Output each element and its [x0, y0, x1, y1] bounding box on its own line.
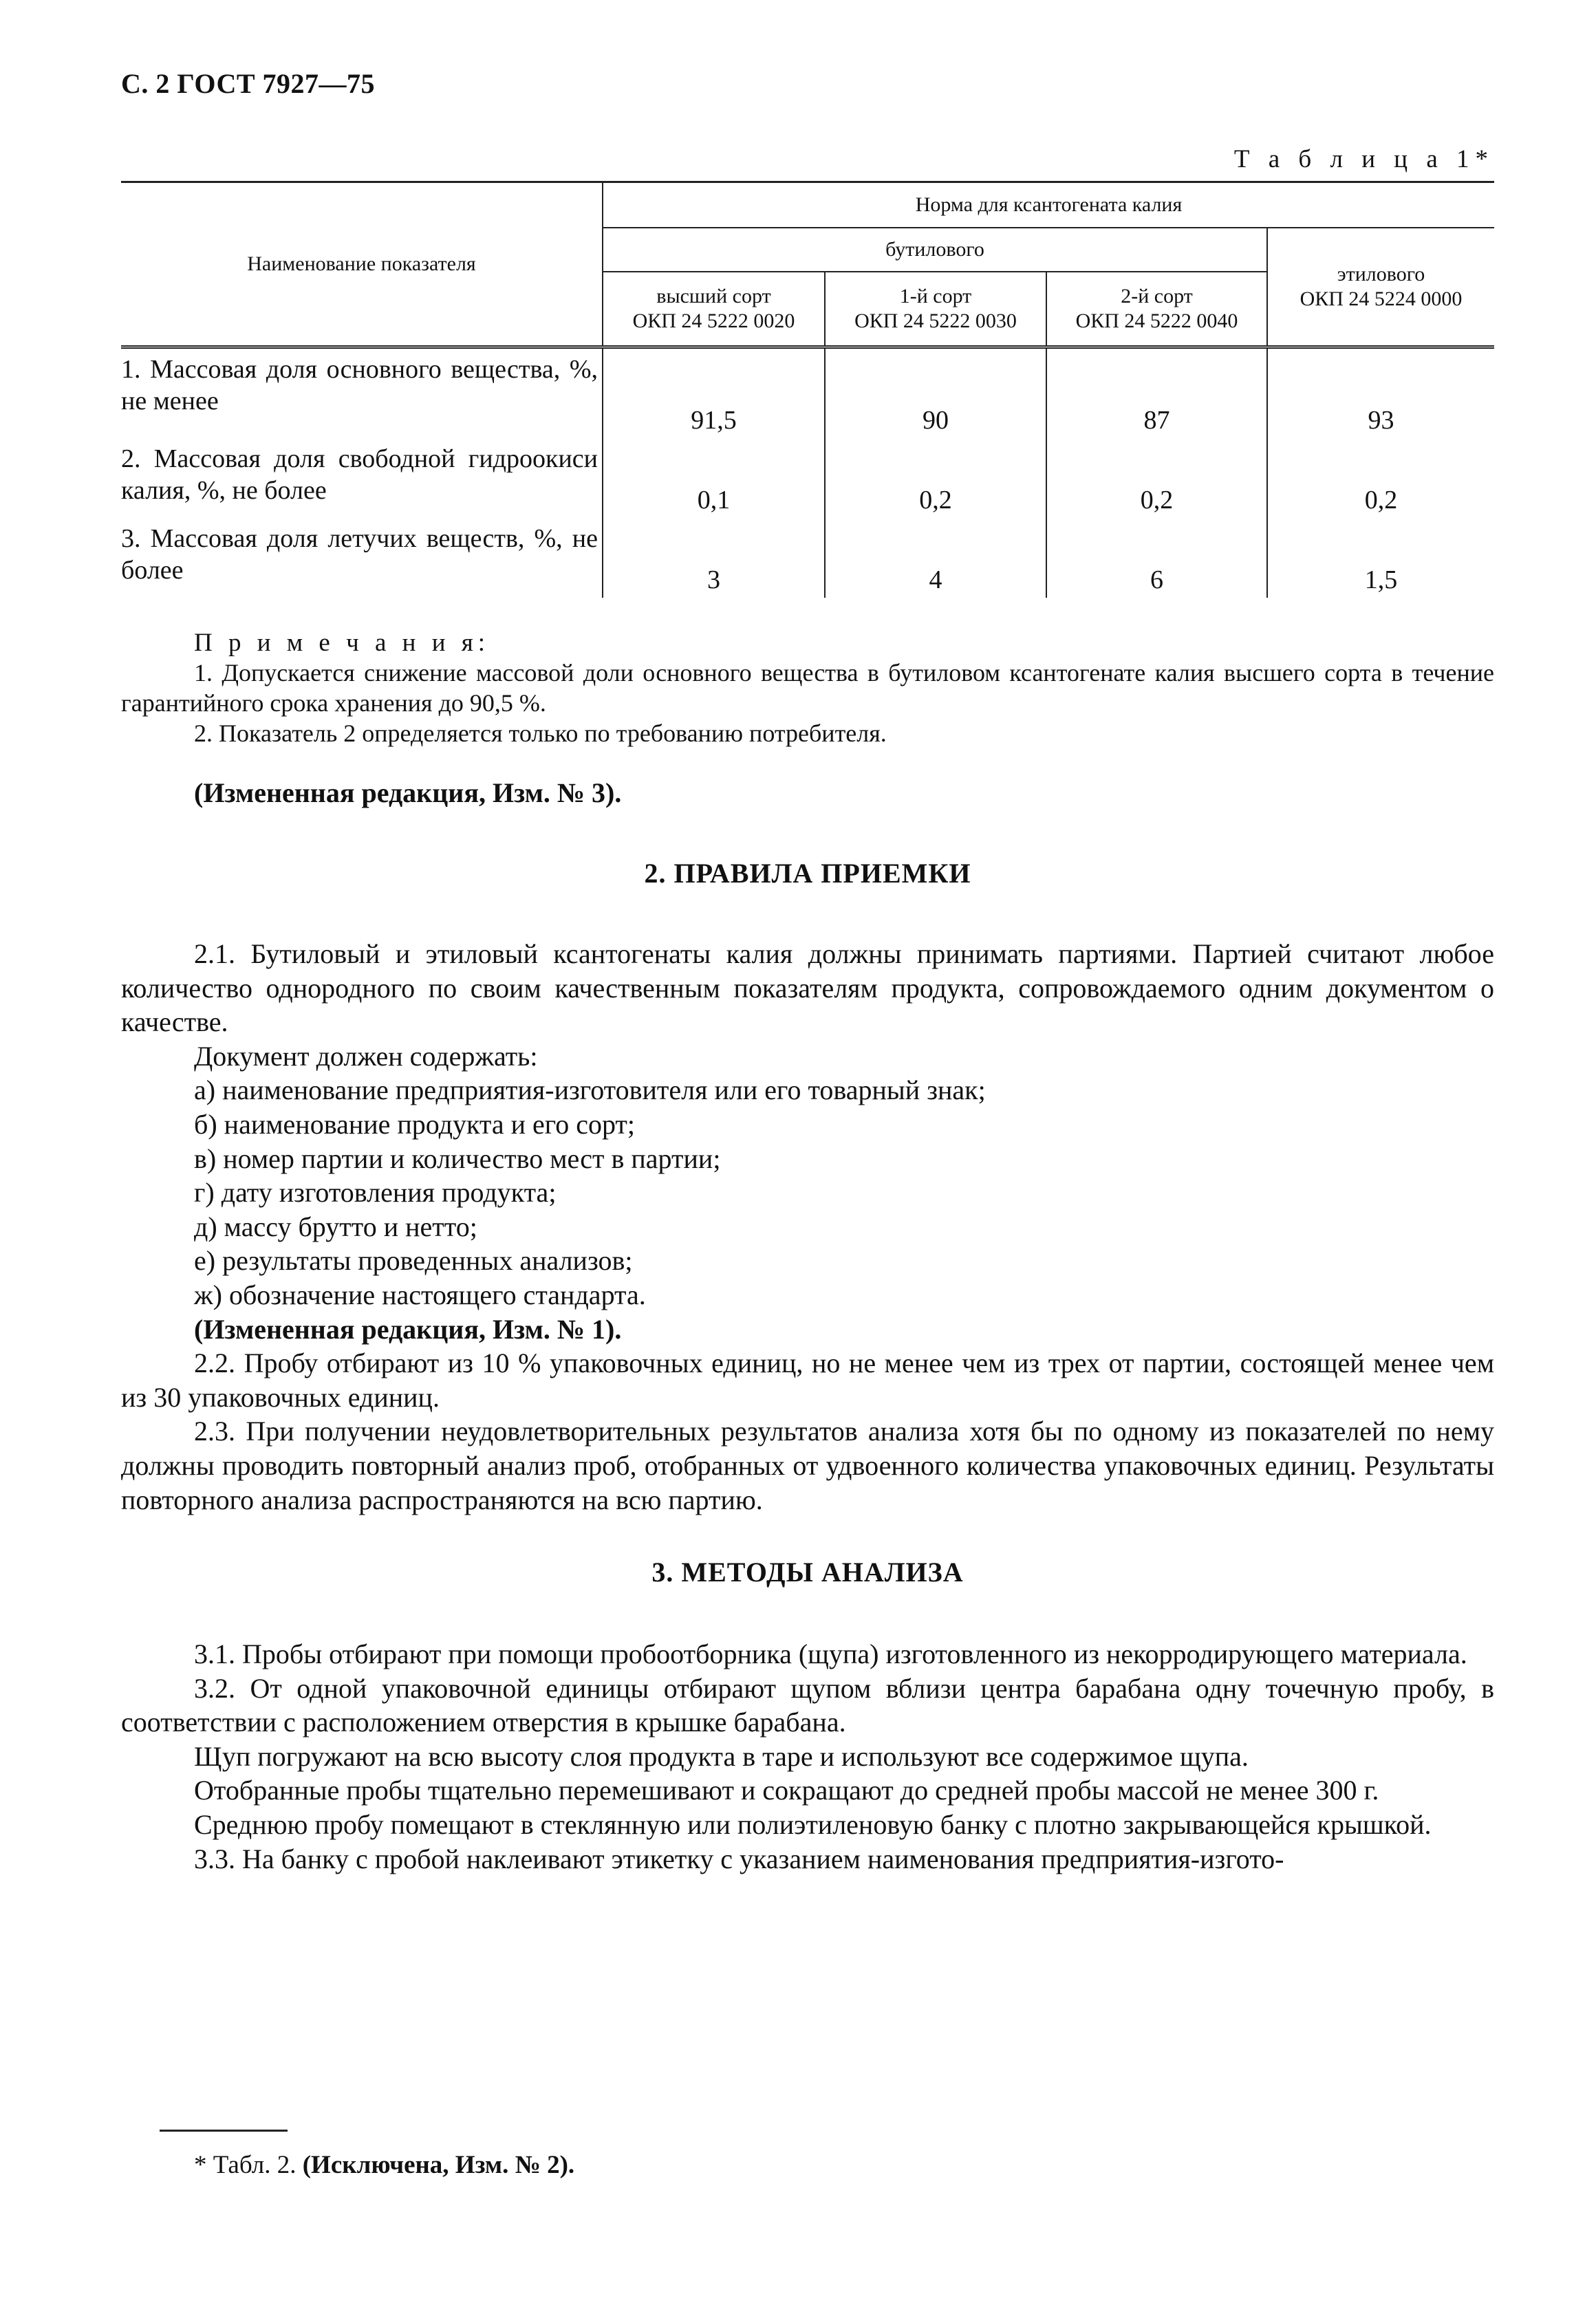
table-cell: 6 [1046, 518, 1267, 598]
document-intro: Документ должен содержать: [194, 1040, 538, 1072]
header-indicator: Наименование показателя [121, 182, 603, 347]
header-grade-2 [1046, 272, 1267, 347]
amendment-note [121, 776, 1494, 810]
list-item: а) наименование предприятия-изготовителя или его товарный знак; [194, 1074, 986, 1106]
header-ethyl [1267, 228, 1494, 347]
table-cell: 0,1 [603, 438, 825, 518]
paragraph-2-3: 2.3. При получении неудовлетворительных результатов анализа хотя бы по одному из показателей по нему должны проводить повторный анализ проб, отобранных от удвоенного количества упаковочных единиц. Результаты повторного анализа распространяются на всю партию. [121, 1416, 1494, 1515]
paragraph-3-2c: Отобранные пробы тщательно перемешивают и сокращают до средней пробы массой не менее 300 г. [194, 1775, 1379, 1806]
row-indicator-name: 1. Массовая доля основного вещества, %, не менее [121, 355, 598, 415]
paragraph-3-2d: Среднюю пробу помещают в стеклянную или полиэтиленовую банку с плотно закрывающейся крышкой. [194, 1808, 1432, 1840]
list-item: б) наименование продукта и его сорт; [194, 1108, 636, 1140]
amendment-text: (Измененная редакция, Изм. № 3). [194, 777, 622, 808]
table-notes [121, 627, 1494, 749]
list-item: д) массу брутто и нетто; [194, 1211, 477, 1242]
table-cell: 0,2 [1267, 438, 1494, 518]
header-grade-name: 2-й сорт [1121, 285, 1193, 307]
table-caption: Т а б л и ц а 1* [1233, 145, 1494, 173]
header-ethyl-line2: ОКП 24 5224 0000 [1300, 288, 1463, 310]
page-header: С. 2 ГОСТ 7927—75 [121, 68, 376, 99]
paragraph-3-3: 3.3. На банку с пробой наклеивают этикетку с указанием наименования предприятия-изгото- [194, 1843, 1284, 1874]
table-cell: 93 [1267, 347, 1494, 439]
list-item: е) результаты проведенных анализов; [194, 1245, 633, 1277]
paragraph-3-2: 3.2. От одной упаковочной единицы отбирают щупом вблизи центра барабана одну точечную пробу, в соответствии с расположением отверстия в крышке барабана. [121, 1672, 1494, 1738]
specification-table [121, 181, 1494, 598]
footnote-amendment: (Исключена, Изм. № 2). [302, 2151, 575, 2179]
footnote-prefix: * Табл. 2. [194, 2151, 296, 2179]
header-grade-top [603, 272, 825, 347]
header-ethyl-line1: этилового [1337, 263, 1425, 285]
list-item: ж) обозначение настоящего стандарта. [194, 1279, 646, 1310]
paragraph-3-2b: Щуп погружают на всю высоту слоя продукта в таре и используют все содержимое щупа. [194, 1740, 1249, 1772]
header-grade-code: ОКП 24 5222 0040 [1075, 310, 1238, 332]
header-butyl-group: бутилового [603, 228, 1267, 272]
footnote-divider [160, 2130, 288, 2132]
header-norm-group: Норма для ксантогената калия [603, 182, 1494, 228]
header-grade-code: ОКП 24 5222 0020 [632, 310, 795, 332]
note-item: 1. Допускается снижение массовой доли основного вещества в бутиловом ксантогенате калия высшего сорта в течение гарантийного срока хранения до 90,5 %. [121, 659, 1494, 717]
footnote [194, 2150, 574, 2180]
table-cell: 3 [603, 518, 825, 598]
list-item: в) номер партии и количество мест в партии; [194, 1143, 721, 1174]
table-cell: 91,5 [603, 347, 825, 439]
row-indicator-name: 3. Массовая доля летучих веществ, %, не более [121, 524, 598, 585]
section-2-body [121, 937, 1494, 1517]
section-3-heading: 3. МЕТОДЫ АНАЛИЗА [651, 1557, 964, 1588]
table-cell: 4 [825, 518, 1046, 598]
paragraph-3-1: 3.1. Пробы отбирают при помощи пробоотборника (щупа) изготовленного из некорродирующего материала. [194, 1638, 1467, 1669]
section-3-body [121, 1637, 1494, 1876]
paragraph-2-2: 2.2. Пробу отбирают из 10 % упаковочных единиц, но не менее чем из трех от партии, состоящей менее чем из 30 упаковочных единиц. [121, 1348, 1494, 1413]
table-row [121, 347, 1494, 439]
table-cell: 0,2 [1046, 438, 1267, 518]
paragraph-2-1: 2.1. Бутиловый и этиловый ксантогенаты калия должны принимать партиями. Партией считают любое количество однородного по своим качественным показателям продукта, сопровождаемого одним документом о качестве. [121, 938, 1494, 1038]
section-2-heading: 2. ПРАВИЛА ПРИЕМКИ [644, 858, 971, 889]
header-grade-name: высший сорт [656, 285, 771, 307]
header-grade-name: 1-й сорт [899, 285, 972, 307]
notes-title: П р и м е ч а н и я: [194, 629, 490, 657]
header-grade-1 [825, 272, 1046, 347]
table-row [121, 438, 1494, 518]
header-grade-code: ОКП 24 5222 0030 [854, 310, 1017, 332]
table-cell: 87 [1046, 347, 1267, 439]
table-cell: 1,5 [1267, 518, 1494, 598]
amendment-text: (Измененная редакция, Изм. № 1). [194, 1313, 622, 1345]
table-cell: 0,2 [825, 438, 1046, 518]
row-indicator-name: 2. Массовая доля свободной гидроокиси калия, %, не более [121, 444, 598, 505]
note-item: 2. Показатель 2 определяется только по требованию потребителя. [194, 719, 887, 747]
table-cell: 90 [825, 347, 1046, 439]
table-row [121, 518, 1494, 598]
list-item: г) дату изготовления продукта; [194, 1177, 557, 1209]
